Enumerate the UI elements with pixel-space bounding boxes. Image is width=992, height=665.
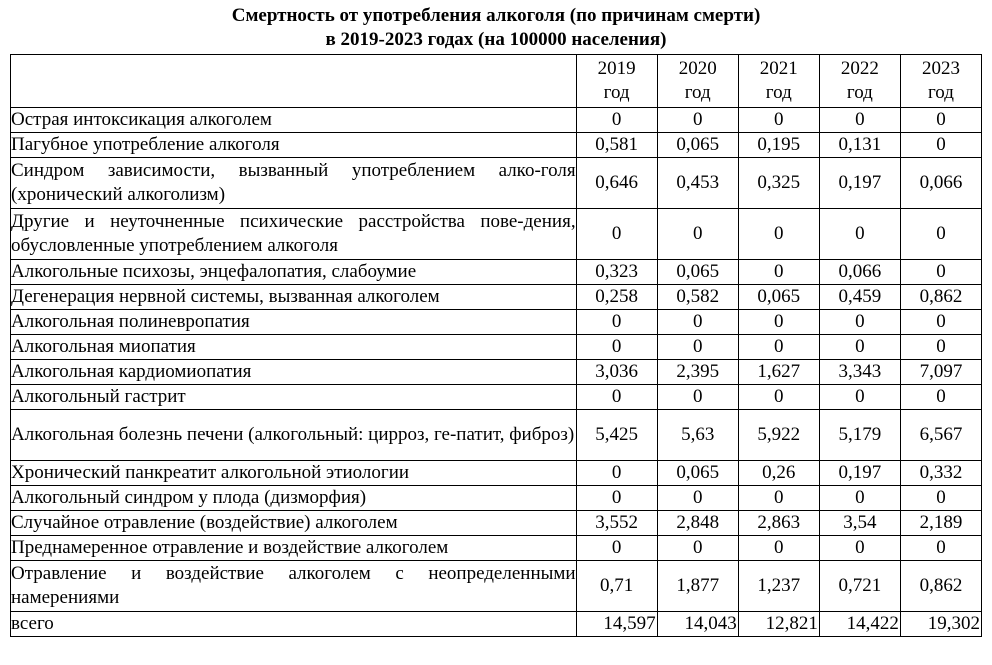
- value-cell: 0: [819, 335, 900, 360]
- table-row: [11, 209, 982, 260]
- year-unit: год: [765, 82, 792, 103]
- value-cell: 7,097: [900, 360, 981, 385]
- value-cell: 0: [738, 209, 819, 260]
- year-header-2019: [576, 55, 657, 108]
- value-cell: 0,646: [576, 158, 657, 209]
- value-cell: 3,343: [819, 360, 900, 385]
- cause-name: Алкогольная полиневропатия: [11, 310, 577, 335]
- cause-name: Алкогольный синдром у плода (дизморфия): [11, 486, 577, 511]
- value-cell: 0: [576, 385, 657, 410]
- value-cell: 5,179: [819, 410, 900, 461]
- total-value-cell: 14,422: [819, 612, 900, 637]
- value-cell: 0: [738, 260, 819, 285]
- value-cell: 0,065: [657, 260, 738, 285]
- year-unit: год: [846, 82, 873, 103]
- table-row: [11, 335, 982, 360]
- total-row: [11, 612, 982, 637]
- value-cell: 0: [576, 209, 657, 260]
- value-cell: 0,862: [900, 285, 981, 310]
- value-cell: 0: [657, 486, 738, 511]
- cause-name: Синдром зависимости, вызванный употреблением алко-голя (хронический алкоголизм): [11, 158, 577, 209]
- value-cell: 0: [900, 536, 981, 561]
- value-cell: 0: [738, 536, 819, 561]
- value-cell: 0: [657, 108, 738, 133]
- table-row: [11, 260, 982, 285]
- year-label: 2021: [759, 58, 798, 79]
- value-cell: 0: [657, 310, 738, 335]
- cause-name: Дегенерация нервной системы, вызванная алкоголем: [11, 285, 577, 310]
- value-cell: 5,63: [657, 410, 738, 461]
- table-row: [11, 410, 982, 461]
- year-label: 2022: [840, 58, 879, 79]
- cause-name: Другие и неуточненные психические расстройства пове-дения, обусловленные употреблением алкоголя: [11, 209, 577, 260]
- table-row: [11, 108, 982, 133]
- value-cell: 0,065: [657, 461, 738, 486]
- value-cell: 1,877: [657, 561, 738, 612]
- value-cell: 0: [819, 486, 900, 511]
- header-row: [11, 55, 982, 108]
- total-value-cell: 19,302: [900, 612, 981, 637]
- value-cell: 0: [900, 486, 981, 511]
- value-cell: 6,567: [900, 410, 981, 461]
- table-row: [11, 133, 982, 158]
- table-title-line-2: в 2019-2023 годах (на 100000 населения): [325, 29, 667, 50]
- value-cell: 5,922: [738, 410, 819, 461]
- table-row: [11, 310, 982, 335]
- value-cell: 0,582: [657, 285, 738, 310]
- value-cell: 0: [576, 536, 657, 561]
- cause-name: Острая интоксикация алкоголем: [11, 108, 577, 133]
- value-cell: 0: [900, 310, 981, 335]
- value-cell: 0,065: [657, 133, 738, 158]
- value-cell: 3,036: [576, 360, 657, 385]
- value-cell: 0: [738, 385, 819, 410]
- table-row: [11, 360, 982, 385]
- value-cell: 0,065: [738, 285, 819, 310]
- value-cell: 0,197: [819, 461, 900, 486]
- year-header-2022: [819, 55, 900, 108]
- value-cell: 0,066: [900, 158, 981, 209]
- cause-name: Алкогольная кардиомиопатия: [11, 360, 577, 385]
- value-cell: 0: [900, 335, 981, 360]
- value-cell: 0,258: [576, 285, 657, 310]
- year-unit: год: [927, 82, 954, 103]
- value-cell: 0: [900, 133, 981, 158]
- table-row: [11, 486, 982, 511]
- value-cell: 2,189: [900, 511, 981, 536]
- value-cell: 0: [657, 385, 738, 410]
- value-cell: 0: [738, 486, 819, 511]
- table-row: [11, 285, 982, 310]
- value-cell: 0,325: [738, 158, 819, 209]
- cause-name: Алкогольные психозы, энцефалопатия, слабоумие: [11, 260, 577, 285]
- value-cell: 0: [576, 461, 657, 486]
- value-cell: 0,332: [900, 461, 981, 486]
- value-cell: 0: [819, 385, 900, 410]
- value-cell: 0: [819, 209, 900, 260]
- year-unit: год: [603, 82, 630, 103]
- value-cell: 0: [657, 335, 738, 360]
- cause-name: Отравление и воздействие алкоголем с неопределенными намерениями: [11, 561, 577, 612]
- value-cell: 0: [738, 310, 819, 335]
- value-cell: 3,54: [819, 511, 900, 536]
- value-cell: 0,71: [576, 561, 657, 612]
- value-cell: 0,131: [819, 133, 900, 158]
- value-cell: 0: [657, 209, 738, 260]
- value-cell: 0,197: [819, 158, 900, 209]
- value-cell: 2,848: [657, 511, 738, 536]
- table-row: [11, 158, 982, 209]
- total-value-cell: 14,597: [576, 612, 657, 637]
- value-cell: 0: [900, 385, 981, 410]
- value-cell: 2,395: [657, 360, 738, 385]
- table-row: [11, 536, 982, 561]
- cause-name: Алкогольный гастрит: [11, 385, 577, 410]
- value-cell: 0,066: [819, 260, 900, 285]
- total-label: всего: [11, 612, 577, 637]
- value-cell: 0: [900, 209, 981, 260]
- value-cell: 0,581: [576, 133, 657, 158]
- value-cell: 0: [576, 486, 657, 511]
- value-cell: 1,627: [738, 360, 819, 385]
- value-cell: 3,552: [576, 511, 657, 536]
- value-cell: 0: [819, 108, 900, 133]
- value-cell: 2,863: [738, 511, 819, 536]
- table-row: [11, 385, 982, 410]
- value-cell: 0,26: [738, 461, 819, 486]
- table-row: [11, 461, 982, 486]
- year-header-2023: [900, 55, 981, 108]
- year-label: 2023: [921, 58, 960, 79]
- value-cell: 0,195: [738, 133, 819, 158]
- value-cell: 0: [738, 335, 819, 360]
- value-cell: 0: [819, 310, 900, 335]
- cause-name: Пагубное употребление алкоголя: [11, 133, 577, 158]
- value-cell: 0: [576, 108, 657, 133]
- cause-name: Хронический панкреатит алкогольной этиологии: [11, 461, 577, 486]
- year-unit: год: [684, 82, 711, 103]
- table-row: [11, 561, 982, 612]
- value-cell: 1,237: [738, 561, 819, 612]
- cause-name: Случайное отравление (воздействие) алкоголем: [11, 511, 577, 536]
- value-cell: 0,721: [819, 561, 900, 612]
- value-cell: 0: [576, 335, 657, 360]
- year-label: 2019: [597, 58, 636, 79]
- value-cell: 0: [657, 536, 738, 561]
- total-value-cell: 14,043: [657, 612, 738, 637]
- value-cell: 0: [738, 108, 819, 133]
- value-cell: 0: [576, 310, 657, 335]
- year-header-2021: [738, 55, 819, 108]
- value-cell: 0,862: [900, 561, 981, 612]
- year-label: 2020: [678, 58, 717, 79]
- total-value-cell: 12,821: [738, 612, 819, 637]
- cause-name: Преднамеренное отравление и воздействие алкоголем: [11, 536, 577, 561]
- table-title-line-1: Смертность от употребления алкоголя (по причинам смерти): [231, 5, 761, 26]
- mortality-table: [10, 54, 982, 637]
- table-row: [11, 511, 982, 536]
- header-corner-cell: [11, 55, 577, 108]
- value-cell: 0: [900, 108, 981, 133]
- value-cell: 0: [900, 260, 981, 285]
- cause-name: Алкогольная болезнь печени (алкогольный: цирроз, ге-патит, фиброз): [11, 410, 577, 461]
- value-cell: 0,459: [819, 285, 900, 310]
- year-header-2020: [657, 55, 738, 108]
- cause-name: Алкогольная миопатия: [11, 335, 577, 360]
- value-cell: 0: [819, 536, 900, 561]
- value-cell: 5,425: [576, 410, 657, 461]
- value-cell: 0,453: [657, 158, 738, 209]
- value-cell: 0,323: [576, 260, 657, 285]
